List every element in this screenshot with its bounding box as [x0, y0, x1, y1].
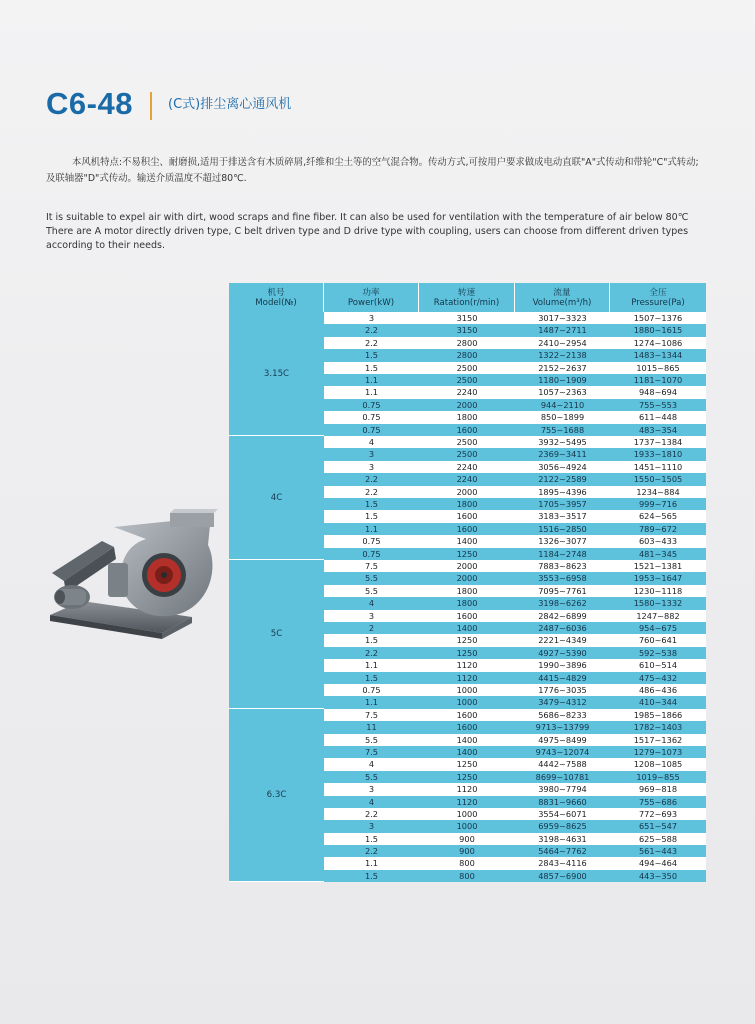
- pressure-cell: 1019~855: [636, 771, 680, 782]
- table-row: [324, 870, 706, 882]
- rotation-cell: 2800: [456, 350, 478, 361]
- header-volume-en: Volume(m³/h): [532, 297, 592, 308]
- rotation-cell: 2240: [456, 461, 478, 472]
- volume-cell: 7883~8623: [538, 561, 587, 571]
- power-cell: 1.5: [364, 511, 379, 522]
- spec-table: [229, 283, 706, 882]
- power-cell: 5.5: [364, 573, 379, 584]
- pressure-cell: 1737~1384: [633, 437, 683, 447]
- power-cell: 2: [368, 622, 375, 633]
- rotation-cell: 1600: [456, 424, 478, 435]
- rotation-cell: 1250: [456, 635, 478, 646]
- table-row: [324, 796, 706, 808]
- pressure-cell: 1230~1118: [633, 585, 683, 596]
- table-row: [324, 585, 706, 597]
- power-cell: 0.75: [362, 412, 381, 423]
- pressure-cell: 1247~882: [636, 610, 680, 621]
- volume-cell: 1516~2850: [538, 523, 587, 534]
- power-cell: 1.5: [364, 870, 379, 881]
- volume-cell: 2843~4116: [538, 858, 587, 869]
- volume-cell: 2221~4349: [538, 635, 587, 646]
- rotation-cell: 1000: [456, 684, 478, 695]
- power-cell: 2.2: [364, 647, 379, 658]
- volume-cell: 2122~2589: [538, 474, 587, 485]
- table-row: [324, 362, 706, 374]
- rotation-cell: 2000: [456, 399, 478, 410]
- power-cell: 1.5: [364, 833, 379, 844]
- rows-column: [324, 436, 706, 560]
- pressure-cell: 610~514: [638, 660, 678, 671]
- rotation-cell: 1400: [456, 536, 478, 547]
- power-cell: 1.1: [364, 858, 379, 869]
- pressure-cell: 1517~1362: [633, 734, 683, 745]
- rotation-cell: 1120: [456, 660, 478, 671]
- table-row: [324, 857, 706, 869]
- volume-cell: 1776~3035: [538, 684, 587, 695]
- rotation-cell: 1400: [456, 622, 478, 633]
- volume-cell: 3553~6958: [538, 573, 587, 584]
- rotation-cell: 1600: [456, 511, 478, 522]
- pressure-cell: 494~464: [638, 858, 678, 869]
- pressure-cell: 999~716: [638, 498, 678, 509]
- volume-cell: 1180~1909: [538, 374, 587, 385]
- rotation-cell: 2000: [456, 486, 478, 497]
- volume-cell: 1895~4396: [538, 486, 587, 497]
- rotation-cell: 1600: [456, 722, 478, 733]
- title-divider: [150, 92, 152, 120]
- volume-cell: 1057~2363: [538, 387, 587, 398]
- volume-cell: 3056~4924: [538, 461, 587, 472]
- rotation-cell: 2000: [456, 573, 478, 584]
- power-cell: 1.1: [364, 660, 379, 671]
- model-group: [229, 560, 706, 709]
- pressure-cell: 611~448: [638, 412, 678, 423]
- table-row: [324, 386, 706, 398]
- pressure-cell: 483~354: [638, 424, 678, 435]
- table-row: [324, 523, 706, 535]
- rotation-cell: 2500: [456, 437, 478, 447]
- volume-cell: 9713~13799: [535, 722, 590, 733]
- pressure-cell: 625~588: [638, 833, 678, 844]
- pressure-cell: 760~641: [638, 635, 678, 646]
- pressure-cell: 1521~1381: [633, 561, 683, 571]
- volume-cell: 8831~9660: [538, 796, 587, 807]
- power-cell: 1.5: [364, 498, 379, 509]
- model-group: [229, 436, 706, 560]
- power-cell: 3: [368, 821, 375, 832]
- table-row: [324, 324, 706, 336]
- table-row: [324, 771, 706, 783]
- table-row: [324, 374, 706, 386]
- volume-cell: 3479~4312: [538, 697, 587, 708]
- header-model: [229, 283, 324, 312]
- table-row: [324, 448, 706, 460]
- power-cell: 1.5: [364, 635, 379, 646]
- pressure-cell: 969~818: [638, 784, 678, 795]
- table-row: [324, 461, 706, 473]
- power-cell: 7.5: [364, 746, 379, 757]
- rotation-cell: 2000: [456, 561, 478, 571]
- table-row: [324, 622, 706, 634]
- volume-cell: 3198~4631: [538, 833, 587, 844]
- table-row: [324, 486, 706, 498]
- power-cell: 0.75: [362, 548, 381, 559]
- rows-column: [324, 560, 706, 709]
- volume-cell: 3183~3517: [538, 511, 587, 522]
- description-english: It is suitable to expel air with dirt, wood scraps and fine fiber. It can also be used for ventilation with the temperature of air below 80℃ There are A motor directly driven type, C belt driven type and D drive type with coupling, users can choose from different driven types according to their needs.: [46, 212, 689, 251]
- rows-column: [324, 312, 706, 436]
- rotation-cell: 1600: [456, 523, 478, 534]
- rotation-cell: 2240: [456, 474, 478, 485]
- pressure-cell: 651~547: [638, 821, 678, 832]
- volume-cell: 3980~7794: [538, 784, 587, 795]
- volume-cell: 4415~4829: [538, 672, 587, 683]
- table-row: [324, 721, 706, 733]
- model-group: [229, 709, 706, 883]
- volume-cell: 1705~3957: [538, 498, 587, 509]
- volume-cell: 1322~2138: [538, 350, 587, 361]
- power-cell: 4: [368, 437, 375, 447]
- power-cell: 1.1: [364, 374, 379, 385]
- power-cell: 1.5: [364, 672, 379, 683]
- header-pressure-cn: 全压: [649, 287, 667, 298]
- table-row: [324, 436, 706, 448]
- table-row: [324, 610, 706, 622]
- volume-cell: 1487~2711: [538, 325, 587, 336]
- pressure-cell: 1953~1647: [633, 573, 683, 584]
- rotation-cell: 900: [459, 833, 475, 844]
- power-cell: 11: [366, 722, 377, 733]
- centrifugal-fan-image: [42, 505, 222, 645]
- rotation-cell: 1250: [456, 548, 478, 559]
- pressure-cell: 948~694: [638, 387, 678, 398]
- power-cell: 0.75: [362, 684, 381, 695]
- rotation-cell: 2500: [456, 449, 478, 460]
- table-row: [324, 634, 706, 646]
- pressure-cell: 443~350: [638, 870, 678, 881]
- description-chinese: 本风机特点:不易积尘、耐磨损,适用于排送含有木质碎屑,纤维和尘土等的空气混合物。传动方式,可按用户要求做成电动直联"A"式传动和带轮"C"式转动;及联轴器"D"式传动。输送介质温度不超过80℃.: [46, 157, 699, 184]
- power-cell: 3: [368, 461, 375, 472]
- pressure-cell: 1550~1505: [633, 474, 683, 485]
- header-pressure-en: Pressure(Pa): [631, 297, 685, 308]
- pressure-cell: 410~344: [638, 697, 678, 708]
- pressure-cell: 1985~1866: [633, 709, 683, 720]
- power-cell: 0.75: [362, 399, 381, 410]
- rotation-cell: 800: [459, 870, 475, 881]
- rotation-cell: 1250: [456, 759, 478, 770]
- volume-cell: 5686~8233: [538, 709, 587, 720]
- rotation-cell: 1250: [456, 647, 478, 658]
- volume-cell: 4975~8499: [538, 734, 587, 745]
- rotation-cell: 1400: [456, 746, 478, 757]
- model-cell: 5C: [229, 560, 324, 709]
- power-cell: 0.75: [362, 536, 381, 547]
- header-model-en: Model(№): [255, 297, 297, 308]
- rotation-cell: 2800: [456, 337, 478, 348]
- volume-cell: 755~1688: [540, 424, 585, 435]
- power-cell: 1.1: [364, 523, 379, 534]
- table-body: [229, 312, 706, 882]
- pressure-cell: 1279~1073: [633, 746, 683, 757]
- pressure-cell: 1580~1332: [633, 598, 683, 609]
- volume-cell: 6959~8625: [538, 821, 587, 832]
- power-cell: 2.2: [364, 337, 379, 348]
- table-row: [324, 684, 706, 696]
- table-row: [324, 312, 706, 324]
- header-volume: [515, 283, 610, 312]
- rotation-cell: 2500: [456, 362, 478, 373]
- power-cell: 3: [368, 449, 375, 460]
- power-cell: 5.5: [364, 585, 379, 596]
- model-code-title: C6-48: [46, 86, 133, 121]
- power-cell: 4: [368, 598, 375, 609]
- power-cell: 4: [368, 796, 375, 807]
- power-cell: 5.5: [364, 734, 379, 745]
- header-rotation-en: Ratation(r/min): [433, 297, 500, 308]
- pressure-cell: 592~538: [638, 647, 678, 658]
- volume-cell: 4857~6900: [538, 870, 587, 881]
- pressure-cell: 1880~1615: [633, 325, 683, 336]
- pressure-cell: 486~436: [638, 684, 678, 695]
- rotation-cell: 1800: [456, 498, 478, 509]
- power-cell: 3: [368, 610, 375, 621]
- rotation-cell: 1600: [456, 709, 478, 720]
- pressure-cell: 1208~1085: [633, 759, 683, 770]
- rotation-cell: 900: [459, 846, 475, 857]
- power-cell: 1.5: [364, 350, 379, 361]
- table-row: [324, 572, 706, 584]
- volume-cell: 1184~2748: [538, 548, 587, 559]
- table-row: [324, 498, 706, 510]
- volume-cell: 2410~2954: [538, 337, 587, 348]
- volume-cell: 2152~2637: [538, 362, 587, 373]
- rotation-cell: 1000: [456, 697, 478, 708]
- table-row: [324, 709, 706, 721]
- table-row: [324, 758, 706, 770]
- pressure-cell: 755~553: [638, 399, 678, 410]
- table-row: [324, 349, 706, 361]
- table-row: [324, 746, 706, 758]
- rotation-cell: 2240: [456, 387, 478, 398]
- table-row: [324, 734, 706, 746]
- power-cell: 3: [368, 313, 375, 323]
- pressure-cell: 1483~1344: [633, 350, 683, 361]
- volume-cell: 4927~5390: [538, 647, 587, 658]
- rotation-cell: 1120: [456, 796, 478, 807]
- pressure-cell: 1181~1070: [633, 374, 683, 385]
- rotation-cell: 1600: [456, 610, 478, 621]
- table-row: [324, 833, 706, 845]
- pressure-cell: 1782~1403: [633, 722, 683, 733]
- pressure-cell: 1234~884: [636, 486, 680, 497]
- table-row: [324, 783, 706, 795]
- header-rotation-cn: 转速: [457, 287, 476, 298]
- volume-cell: 4442~7588: [538, 759, 587, 770]
- pressure-cell: 954~675: [638, 622, 678, 633]
- pressure-cell: 561~443: [638, 846, 678, 857]
- table-row: [324, 560, 706, 572]
- power-cell: 2.2: [364, 325, 379, 336]
- rotation-cell: 3150: [456, 313, 478, 323]
- table-row: [324, 696, 706, 708]
- pressure-cell: 603~433: [638, 536, 678, 547]
- pressure-cell: 772~693: [638, 808, 678, 819]
- volume-cell: 2487~6036: [538, 622, 587, 633]
- rotation-cell: 1120: [456, 672, 478, 683]
- rotation-cell: 1400: [456, 734, 478, 745]
- table-row: [324, 659, 706, 671]
- power-cell: 1.1: [364, 697, 379, 708]
- pressure-cell: 475~432: [638, 672, 678, 683]
- rotation-cell: 1250: [456, 771, 478, 782]
- header-power-en: Power(kW): [347, 297, 395, 308]
- model-cell: 3.15C: [229, 312, 324, 436]
- rotation-cell: 1800: [456, 412, 478, 423]
- header-volume-cn: 流量: [553, 287, 571, 298]
- table-row: [324, 808, 706, 820]
- table-row: [324, 647, 706, 659]
- power-cell: 2.2: [364, 474, 379, 485]
- volume-cell: 2369~3411: [538, 449, 587, 460]
- pressure-cell: 755~686: [638, 796, 678, 807]
- rotation-cell: 2500: [456, 374, 478, 385]
- model-group: [229, 312, 706, 436]
- volume-cell: 3017~3323: [538, 313, 587, 323]
- volume-cell: 2842~6899: [538, 610, 587, 621]
- volume-cell: 5464~7762: [538, 846, 587, 857]
- volume-cell: 944~2110: [540, 399, 585, 410]
- rotation-cell: 1800: [456, 585, 478, 596]
- table-row: [324, 548, 706, 560]
- volume-cell: 3932~5495: [538, 437, 587, 447]
- power-cell: 2.2: [364, 486, 379, 497]
- power-cell: 2.2: [364, 808, 379, 819]
- power-cell: 2.2: [364, 846, 379, 857]
- pressure-cell: 1507~1376: [633, 313, 683, 323]
- table-header: [229, 283, 706, 312]
- power-cell: 1.5: [364, 362, 379, 373]
- header-model-cn: 机号: [267, 287, 285, 298]
- product-subtitle: (C式)排尘离心通风机: [168, 97, 292, 112]
- rotation-cell: 1000: [456, 808, 478, 819]
- volume-cell: 1326~3077: [538, 536, 587, 547]
- power-cell: 4: [368, 759, 375, 770]
- table-row: [324, 510, 706, 522]
- header-power: [324, 283, 419, 312]
- table-row: [324, 672, 706, 684]
- volume-cell: 7095~7761: [538, 585, 587, 596]
- volume-cell: 3198~6262: [538, 598, 587, 609]
- pressure-cell: 481~345: [638, 548, 678, 559]
- power-cell: 7.5: [364, 709, 379, 720]
- power-cell: 0.75: [362, 424, 381, 435]
- pressure-cell: 1274~1086: [633, 337, 683, 348]
- model-cell: 4C: [229, 436, 324, 560]
- pressure-cell: 1451~1110: [633, 461, 683, 472]
- table-row: [324, 845, 706, 857]
- table-row: [324, 411, 706, 423]
- power-cell: 3: [368, 784, 375, 795]
- table-row: [324, 399, 706, 411]
- power-cell: 7.5: [364, 561, 379, 571]
- model-cell: 6.3C: [229, 709, 324, 883]
- volume-cell: 1990~3896: [538, 660, 587, 671]
- volume-cell: 9743~12074: [535, 746, 590, 757]
- table-row: [324, 424, 706, 436]
- power-cell: 5.5: [364, 771, 379, 782]
- table-row: [324, 535, 706, 547]
- header-power-cn: 功率: [362, 287, 380, 298]
- pressure-cell: 624~565: [638, 511, 678, 522]
- table-row: [324, 337, 706, 349]
- rows-column: [324, 709, 706, 883]
- volume-cell: 8699~10781: [535, 771, 590, 782]
- pressure-cell: 789~672: [638, 523, 678, 534]
- rotation-cell: 800: [459, 858, 475, 869]
- volume-cell: 850~1899: [540, 412, 585, 423]
- table-row: [324, 473, 706, 485]
- power-cell: 1.1: [364, 387, 379, 398]
- volume-cell: 3554~6071: [538, 808, 587, 819]
- pressure-cell: 1933~1810: [633, 449, 683, 460]
- rotation-cell: 1800: [456, 598, 478, 609]
- pressure-cell: 1015~865: [636, 362, 680, 373]
- table-row: [324, 597, 706, 609]
- table-row: [324, 820, 706, 832]
- rotation-cell: 1120: [456, 784, 478, 795]
- rotation-cell: 3150: [456, 325, 478, 336]
- header-pressure: [610, 283, 706, 312]
- rotation-cell: 1000: [456, 821, 478, 832]
- header-rotation: [419, 283, 515, 312]
